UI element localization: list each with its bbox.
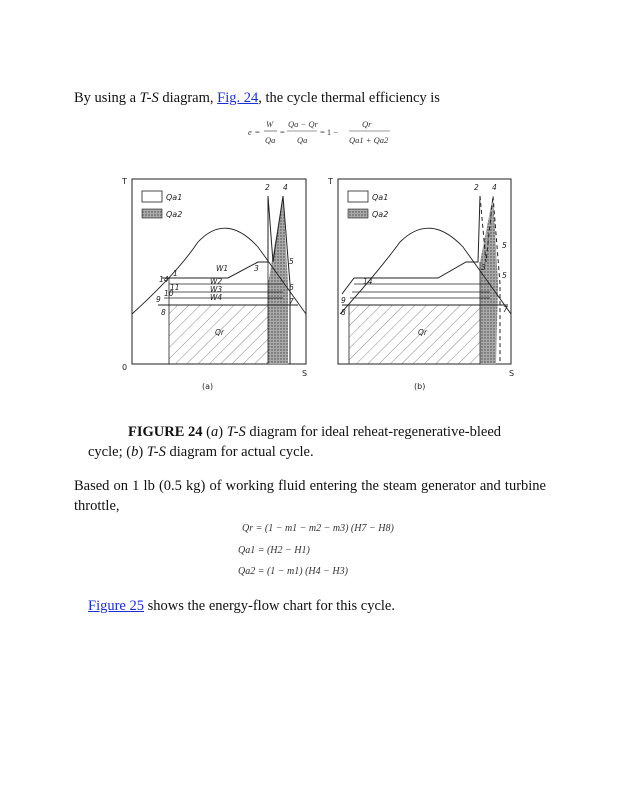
intro-text-2: diagram, xyxy=(158,90,218,106)
legend-qa1-swatch-a xyxy=(142,191,162,202)
legend-qa1-a: Qa1 xyxy=(166,193,183,202)
caption-line2-pre: cycle; ( xyxy=(88,444,132,460)
intro-text-3: , the cycle thermal efficiency is xyxy=(258,90,440,106)
pt-a-4: 4 xyxy=(283,183,288,192)
qr-label-a: Qr xyxy=(215,328,224,337)
legend-qa2-a: Qa2 xyxy=(166,210,183,219)
pt-a-6: 6 xyxy=(289,283,294,292)
pt-a-7: 7 xyxy=(289,297,294,306)
panel-b xyxy=(327,177,514,391)
legend-qa1-swatch-b xyxy=(348,191,368,202)
caption-ts1: T-S xyxy=(226,424,246,440)
pt-a-3: 3 xyxy=(254,264,259,273)
panel-a-t-axis: T xyxy=(122,177,127,186)
work-a-4: W4 xyxy=(210,293,223,302)
eq-final-den: Qa1 + Qa2 xyxy=(349,135,389,145)
equation-qa1: Qa1 = (H2 − H1) xyxy=(238,545,310,556)
pt-b-4: 4 xyxy=(492,183,497,192)
caption-line2-mid: ) xyxy=(138,444,147,460)
pt-a-14: 14 xyxy=(159,275,169,284)
eq-diff-num: Qa − Qr xyxy=(288,119,318,129)
intro-paragraph xyxy=(74,88,546,108)
figure-caption: FIGURE 24 (a) T-S diagram for ideal reheat-regenerative-bleed cycle; (b) T-S diagram for actual cycle. xyxy=(88,424,502,460)
pt-b-5a: 5 xyxy=(502,241,507,250)
pt-a-11: 11 xyxy=(170,283,180,292)
svg-text:=: = xyxy=(255,127,260,137)
caption-ts2: T-S xyxy=(146,444,166,460)
eq-lhs: e xyxy=(248,127,252,137)
caption-text1: diagram for ideal reheat-regenerative-bleed xyxy=(245,424,502,440)
work-a-1: W1 xyxy=(216,264,229,273)
eq-one-minus: = 1 − xyxy=(320,127,339,137)
panel-a-origin: 0 xyxy=(122,363,128,372)
caption-a: a xyxy=(211,424,219,440)
legend-qa2-swatch-b xyxy=(348,209,368,218)
eq-diff-den: Qa xyxy=(297,135,308,145)
panel-b-label: (b) xyxy=(414,382,426,391)
ts-term: T-S xyxy=(139,90,159,106)
efficiency-formula xyxy=(246,118,396,150)
panel-a-label: (a) xyxy=(202,382,214,391)
caption-fig-label: FIGURE 24 xyxy=(128,424,203,440)
eq-w-num: W xyxy=(266,119,274,129)
pt-a-2: 2 xyxy=(265,183,270,192)
pt-b-5b: 5 xyxy=(502,271,507,280)
work-a-2: W2 xyxy=(210,277,223,286)
legend-qa2-swatch-a xyxy=(142,209,162,218)
figure-24 xyxy=(118,172,528,398)
pt-b-2: 2 xyxy=(474,183,479,192)
pt-a-5: 5 xyxy=(289,257,294,266)
closing-text: shows the energy-flow chart for this cycle. xyxy=(143,598,395,614)
qr-label-b: Qr xyxy=(418,328,427,337)
caption-b: b xyxy=(131,444,139,460)
work-a-3: W3 xyxy=(210,285,223,294)
pt-b-7: 7 xyxy=(503,305,508,314)
panel-b-s-axis: S xyxy=(509,369,515,378)
pt-a-10: 10 xyxy=(164,289,174,298)
equation-qr: Qr = (1 − m1 − m2 − m3) (H7 − H8) xyxy=(242,523,394,534)
pt-b-8: 8 xyxy=(341,308,346,317)
legend-qa1-b: Qa1 xyxy=(372,193,389,202)
legend-qa2-b: Qa2 xyxy=(372,210,389,219)
basis-paragraph: Based on 1 lb (0.5 kg) of working fluid entering the steam generator and turbine throttle, xyxy=(74,478,546,514)
pt-a-9: 9 xyxy=(156,295,161,304)
pt-a-1: 1 xyxy=(173,269,178,278)
pt-b-3: 3 xyxy=(481,263,486,272)
closing-paragraph xyxy=(88,596,560,616)
eq-w-den: Qa xyxy=(265,135,276,145)
qr-area-b xyxy=(349,305,483,364)
fig-24-link[interactable]: Fig. 24 xyxy=(217,90,259,106)
panel-a xyxy=(121,177,307,391)
figure-25-link[interactable]: Figure 25 xyxy=(88,598,144,614)
pt-b-14: 14 xyxy=(363,277,373,286)
eq-final-num: Qr xyxy=(362,119,372,129)
panel-a-s-axis: S xyxy=(302,369,308,378)
pt-b-9: 9 xyxy=(341,296,346,305)
svg-text:=: = xyxy=(280,127,285,137)
pt-a-8: 8 xyxy=(161,308,166,317)
intro-text: By using a xyxy=(74,90,140,106)
equation-qa2: Qa2 = (1 − m1) (H4 − H3) xyxy=(238,566,348,577)
panel-b-t-axis: T xyxy=(328,177,333,186)
caption-line2-post: diagram for actual cycle. xyxy=(165,444,314,460)
